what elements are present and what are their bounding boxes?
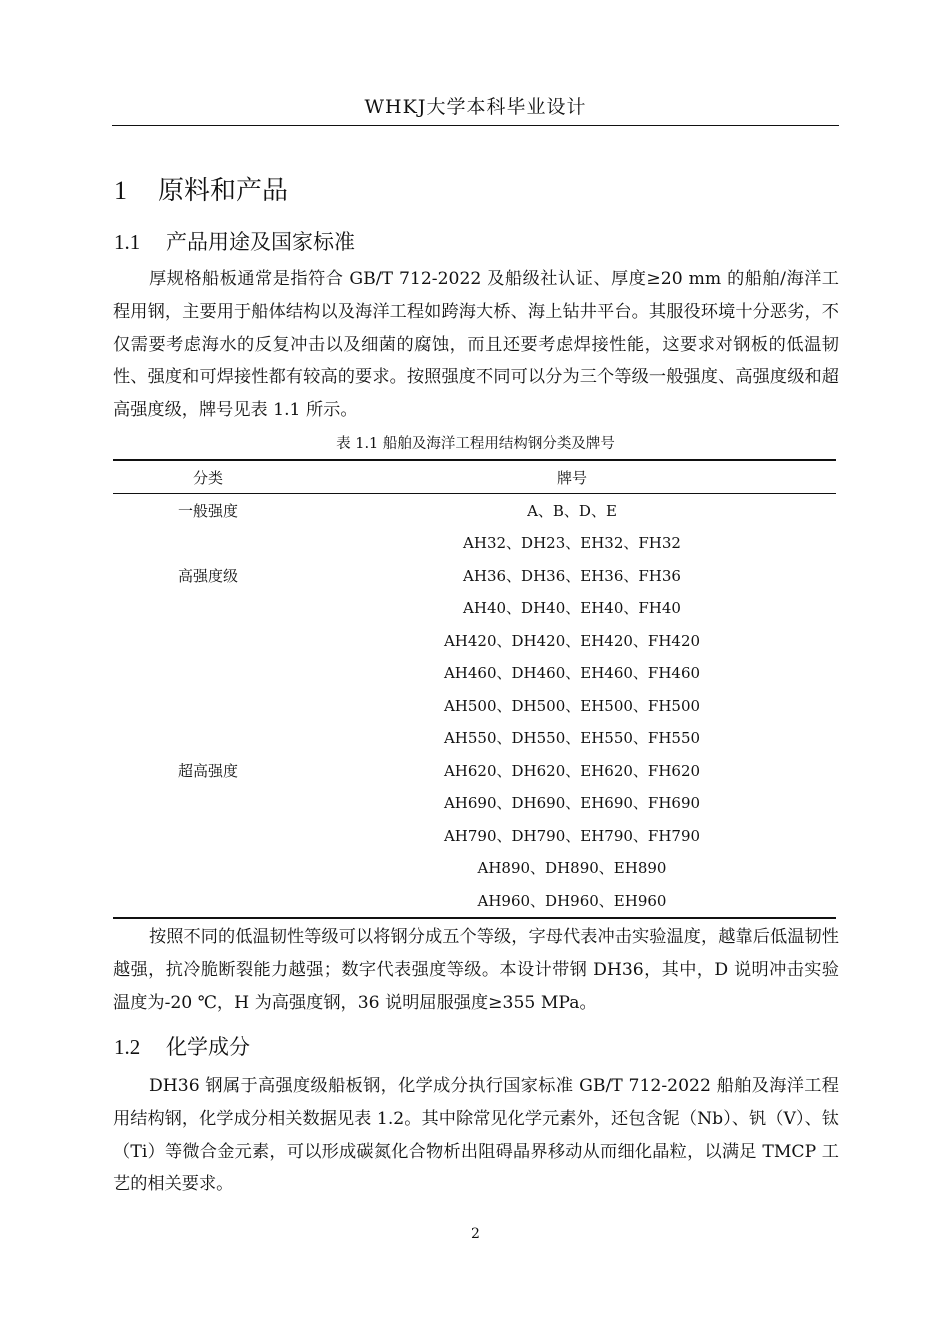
grade-table xyxy=(113,459,836,919)
section-number: 1 xyxy=(114,176,127,205)
section-1-2-heading xyxy=(114,1031,250,1061)
table-grade-cell: AH790、DH790、EH790、FH790 xyxy=(443,827,701,845)
section-1-1-heading xyxy=(114,226,355,256)
section-number: 1.1 xyxy=(114,230,141,254)
page-number: 2 xyxy=(471,1226,480,1242)
page-header: WHKJ大学本科毕业设计 xyxy=(364,96,587,118)
table-grade-cell: AH500、DH500、EH500、FH500 xyxy=(443,697,701,715)
paragraph-3: DH36 钢属于高强度级船板钢，化学成分执行国家标准 GB/T 712-2022 船舶及海洋工程用结构钢，化学成分相关数据见表 1.2。其中除常见化学元素外，还包含铌（Nb）、钒（V）、钛（Ti）等微合金元素，可以形成碳氮化合物析出阻碍晶界移动从而细化晶粒，以满足 TMCP 工艺的相关要求。 xyxy=(113,1076,839,1195)
table-grade-cell: A、B、D、E xyxy=(527,502,617,520)
table-grade-cell: AH960、DH960、EH960 xyxy=(477,892,667,910)
table-grade-cell: AH690、DH690、EH690、FH690 xyxy=(443,794,701,812)
table-category-cell: 一般强度 xyxy=(177,502,238,520)
section-1-heading xyxy=(114,170,288,207)
section-number: 1.2 xyxy=(114,1035,141,1059)
paragraph-1: 厚规格船板通常是指符合 GB/T 712-2022 及船级社认证、厚度≥20 mm 的船舶/海洋工程用钢，主要用于船体结构以及海洋工程如跨海大桥、海上钻井平台。其服役环境十分恶劣，不仅需要考虑海水的反复冲击以及细菌的腐蚀，而且还要考虑焊接性能，这要求对钢板的低温韧性、强度和可焊接性都有较高的要求。按照强度不同可以分为三个等级一般强度、高强度级和超高强度级，牌号见表 1.1 所示。 xyxy=(113,269,839,421)
table-grade-cell: AH420、DH420、EH420、FH420 xyxy=(443,632,701,650)
table-header-category: 分类 xyxy=(192,469,223,487)
table-grade-cell: AH32、DH23、EH32、FH32 xyxy=(463,534,681,552)
table-grade-cell: AH890、DH890、EH890 xyxy=(477,859,667,877)
paragraph-2: 按照不同的低温韧性等级可以将钢分成五个等级，字母代表冲击实验温度，越靠后低温韧性越强，抗冷脆断裂能力越强；数字代表强度等级。本设计带钢 DH36，其中，D 说明冲击实验温度为-20 ℃，H 为高强度钢，36 说明屈服强度≥355 MPa。 xyxy=(113,927,839,1013)
table-category-cell: 超高强度 xyxy=(177,762,238,780)
table-grade-cell: AH36、DH36、EH36、FH36 xyxy=(463,567,681,585)
section-title: 产品用途及国家标准 xyxy=(166,230,355,254)
table-grade-cell: AH460、DH460、EH460、FH460 xyxy=(443,664,701,682)
table-header-grade: 牌号 xyxy=(556,469,587,487)
table-top-rule xyxy=(113,459,836,461)
table-grade-cell: AH620、DH620、EH620、FH620 xyxy=(443,762,701,780)
table-grade-cell: AH40、DH40、EH40、FH40 xyxy=(463,599,681,617)
table-header-rule xyxy=(113,493,836,494)
table-bottom-rule xyxy=(113,917,836,919)
table-category-cell: 高强度级 xyxy=(177,567,238,585)
header-rule xyxy=(112,125,839,126)
section-title: 原料和产品 xyxy=(158,176,289,206)
table-grade-cell: AH550、DH550、EH550、FH550 xyxy=(443,729,701,747)
section-title: 化学成分 xyxy=(166,1035,250,1059)
table-caption: 表 1.1 船舶及海洋工程用结构钢分类及牌号 xyxy=(336,436,615,452)
